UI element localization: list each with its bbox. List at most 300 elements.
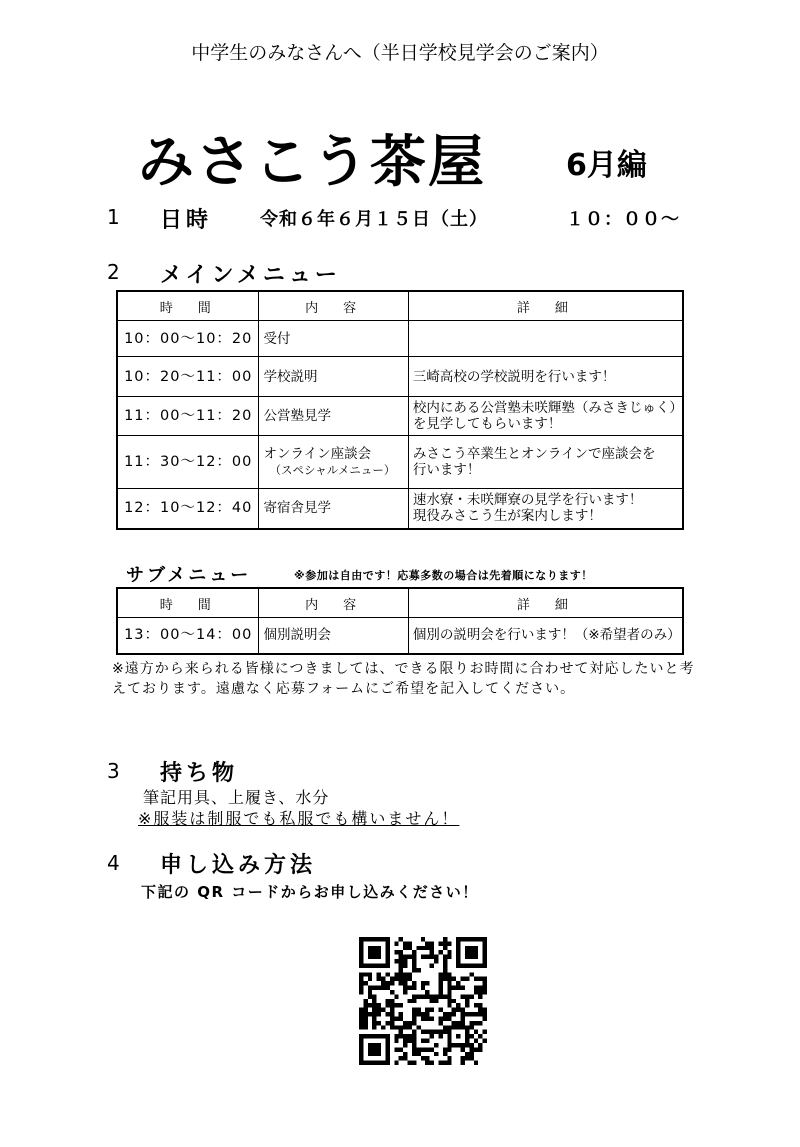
qr-module: [483, 941, 487, 945]
qr-module: [399, 1003, 403, 1007]
qr-module: [447, 1061, 451, 1065]
qr-module: [434, 959, 438, 963]
qr-module: [461, 1008, 465, 1012]
qr-module: [443, 1061, 447, 1065]
qr-module: [363, 1012, 367, 1016]
qr-module: [403, 1043, 407, 1047]
qr-module: [381, 1008, 385, 1012]
qr-module: [416, 1008, 420, 1012]
qr-module: [359, 1052, 363, 1056]
qr-module: [465, 946, 469, 950]
qr-module: [425, 1047, 429, 1051]
qr-module: [421, 1047, 425, 1051]
qr-module: [456, 959, 460, 963]
qr-module: [394, 1025, 398, 1029]
qr-module: [416, 1052, 420, 1056]
qr-module: [359, 1012, 363, 1016]
qr-module: [372, 963, 376, 967]
qr-module: [438, 1030, 442, 1034]
qr-module: [447, 977, 451, 981]
qr-module: [368, 946, 372, 950]
cell-detail: [408, 436, 683, 489]
qr-module: [377, 1008, 381, 1012]
qr-module: [390, 1012, 394, 1016]
qr-module: [438, 977, 442, 981]
qr-module: [377, 972, 381, 976]
qr-module: [377, 977, 381, 981]
qr-module: [438, 1016, 442, 1020]
qr-module: [461, 986, 465, 990]
qr-module: [368, 972, 372, 976]
qr-module: [372, 1016, 376, 1020]
qr-module: [469, 1025, 473, 1029]
qr-module: [483, 959, 487, 963]
qr-module: [469, 937, 473, 941]
cell-content: [259, 489, 408, 529]
column-header-time: 時 間: [117, 588, 259, 618]
qr-module: [359, 955, 363, 959]
qr-module: [456, 963, 460, 967]
qr-module: [372, 1052, 376, 1056]
qr-module: [412, 999, 416, 1003]
qr-module: [412, 1052, 416, 1056]
table-row: [117, 618, 683, 654]
qr-module: [474, 963, 478, 967]
qr-module: [403, 959, 407, 963]
qr-module: [483, 1039, 487, 1043]
qr-module: [359, 981, 363, 985]
qr-module: [408, 986, 412, 990]
qr-module: [381, 1061, 385, 1065]
qr-module: [447, 1034, 451, 1038]
qr-module: [469, 955, 473, 959]
event-time: １０：００～: [566, 209, 680, 230]
qr-module: [372, 937, 376, 941]
section-3-heading: 持ち物: [160, 761, 239, 786]
qr-module: [399, 1034, 403, 1038]
qr-module: [447, 1056, 451, 1060]
edition-label: 6月編: [566, 148, 647, 183]
qr-module: [372, 999, 376, 1003]
qr-module: [421, 994, 425, 998]
qr-module: [381, 937, 385, 941]
qr-module: [474, 1039, 478, 1043]
qr-module: [359, 1061, 363, 1065]
qr-module: [447, 999, 451, 1003]
column-header-time: 時 間: [117, 291, 259, 321]
qr-module: [416, 1012, 420, 1016]
section-2-heading: メインメニュー: [160, 263, 341, 288]
qr-module: [438, 972, 442, 976]
section-3-number: 3: [107, 759, 120, 783]
qr-module: [430, 1061, 434, 1065]
qr-module: [447, 1025, 451, 1029]
qr-module: [469, 972, 473, 976]
qr-module: [447, 955, 451, 959]
qr-module: [403, 963, 407, 967]
qr-module: [359, 990, 363, 994]
qr-module: [399, 937, 403, 941]
qr-module: [474, 977, 478, 981]
qr-module: [399, 1016, 403, 1020]
qr-module: [434, 1052, 438, 1056]
qr-module: [408, 999, 412, 1003]
qr-module: [412, 955, 416, 959]
cell-detail: [408, 357, 683, 397]
qr-module: [363, 963, 367, 967]
cell-content: [259, 357, 408, 397]
qr-module: [385, 999, 389, 1003]
qr-module: [363, 1003, 367, 1007]
qr-module: [438, 981, 442, 985]
qr-module: [456, 1025, 460, 1029]
qr-module: [443, 977, 447, 981]
qr-module: [377, 1003, 381, 1007]
qr-module: [483, 977, 487, 981]
page-subtitle: 中学生のみなさんへ（半日学校見学会のご案内）: [191, 42, 609, 64]
qr-module: [359, 1016, 363, 1020]
qr-module: [478, 1034, 482, 1038]
qr-module: [368, 937, 372, 941]
qr-module: [465, 999, 469, 1003]
qr-module: [430, 1008, 434, 1012]
qr-module: [447, 1039, 451, 1043]
qr-module: [399, 1025, 403, 1029]
content-text: 寄宿舎見学: [263, 500, 331, 517]
qr-code-icon[interactable]: [359, 937, 487, 1065]
qr-module: [447, 1043, 451, 1047]
section-4-heading: 申し込み方法: [160, 853, 317, 878]
table-row: [117, 489, 683, 529]
qr-module: [421, 946, 425, 950]
qr-module: [403, 1025, 407, 1029]
cell-time: 13：00～14：00: [117, 618, 259, 654]
qr-module: [421, 1016, 425, 1020]
qr-module: [372, 1008, 376, 1012]
qr-module: [443, 972, 447, 976]
qr-module: [403, 941, 407, 945]
qr-module: [412, 986, 416, 990]
qr-module: [421, 937, 425, 941]
qr-module: [359, 1034, 363, 1038]
qr-module: [399, 963, 403, 967]
qr-module: [421, 955, 425, 959]
qr-module: [465, 1003, 469, 1007]
qr-module: [465, 1052, 469, 1056]
section-2-number: 2: [107, 260, 120, 284]
qr-module: [478, 1008, 482, 1012]
qr-module: [447, 1016, 451, 1020]
qr-module: [483, 986, 487, 990]
main-menu-table: [116, 290, 684, 530]
qr-module: [372, 955, 376, 959]
qr-module: [456, 1043, 460, 1047]
event-date: 令和６年６月１５日（土）: [260, 209, 488, 230]
qr-module: [474, 1061, 478, 1065]
sub-menu-note: ※参加は自由です！応募多数の場合は先着順になります！: [294, 569, 593, 582]
qr-module: [412, 1021, 416, 1025]
qr-module: [456, 1003, 460, 1007]
qr-module: [421, 1030, 425, 1034]
qr-module: [465, 937, 469, 941]
qr-module: [359, 1025, 363, 1029]
qr-module: [368, 950, 372, 954]
qr-module: [443, 959, 447, 963]
qr-module: [443, 1025, 447, 1029]
qr-module: [368, 977, 372, 981]
qr-module: [394, 941, 398, 945]
qr-module: [412, 1016, 416, 1020]
detail-text: 三崎高校の学校説明を行います！: [412, 368, 616, 385]
qr-module: [425, 1016, 429, 1020]
qr-module: [430, 946, 434, 950]
qr-module: [465, 955, 469, 959]
qr-module: [456, 950, 460, 954]
detail-text-line-2: 現役みさこう生が案内します！: [412, 508, 602, 525]
qr-module: [465, 1012, 469, 1016]
cell-content: [259, 397, 408, 436]
qr-module: [377, 986, 381, 990]
qr-module: [381, 963, 385, 967]
qr-module: [434, 955, 438, 959]
qr-module: [368, 990, 372, 994]
qr-module: [390, 1025, 394, 1029]
qr-module: [385, 1039, 389, 1043]
qr-module: [368, 994, 372, 998]
qr-module: [359, 1043, 363, 1047]
column-header-detail: 詳 細: [408, 588, 683, 618]
qr-module: [483, 990, 487, 994]
qr-module: [372, 946, 376, 950]
qr-module: [461, 1056, 465, 1060]
qr-module: [416, 994, 420, 998]
qr-module: [363, 1008, 367, 1012]
qr-module: [408, 1039, 412, 1043]
qr-module: [363, 1021, 367, 1025]
section-1-heading: 日時: [160, 208, 213, 233]
qr-module: [447, 950, 451, 954]
qr-module: [474, 1012, 478, 1016]
content-subtext: （スペシャルメニュー）: [269, 463, 396, 477]
cell-time: 11：30～12：00: [117, 436, 259, 489]
qr-module: [461, 1016, 465, 1020]
qr-module: [430, 941, 434, 945]
qr-module: [456, 937, 460, 941]
qr-module: [425, 941, 429, 945]
qr-module: [438, 941, 442, 945]
qr-module: [465, 977, 469, 981]
qr-module: [363, 999, 367, 1003]
qr-module: [359, 937, 363, 941]
qr-module: [469, 1052, 473, 1056]
qr-module: [425, 1030, 429, 1034]
qr-module: [394, 972, 398, 976]
qr-module: [438, 1021, 442, 1025]
belongings-list: 筆記用具、上履き、水分: [143, 788, 330, 807]
qr-module: [390, 1003, 394, 1007]
qr-module: [412, 1030, 416, 1034]
section-1-number: 1: [107, 205, 120, 229]
qr-module: [416, 1047, 420, 1051]
qr-module: [465, 963, 469, 967]
qr-module: [385, 1047, 389, 1051]
qr-module: [403, 981, 407, 985]
qr-module: [412, 1039, 416, 1043]
qr-module: [456, 955, 460, 959]
qr-module: [412, 1043, 416, 1047]
qr-module: [385, 1003, 389, 1007]
table-row: [117, 357, 683, 397]
qr-module: [469, 1056, 473, 1060]
column-header-detail: 詳 細: [408, 291, 683, 321]
qr-module: [438, 994, 442, 998]
qr-module: [385, 1043, 389, 1047]
qr-module: [399, 1030, 403, 1034]
qr-module: [359, 1039, 363, 1043]
remark-text: ※遠方から来られる皆様につきましては、できる限りお時間に合わせて対応したいと考えております。遠慮なく応募フォームにご希望を記入してください。: [112, 661, 695, 697]
qr-module: [399, 955, 403, 959]
qr-module: [372, 1061, 376, 1065]
qr-module: [421, 981, 425, 985]
qr-module: [363, 1034, 367, 1038]
qr-module: [425, 990, 429, 994]
qr-module: [461, 963, 465, 967]
qr-module: [461, 937, 465, 941]
qr-module: [469, 963, 473, 967]
qr-module: [359, 941, 363, 945]
qr-module: [390, 1016, 394, 1020]
qr-module: [399, 959, 403, 963]
qr-module: [368, 1052, 372, 1056]
qr-module: [425, 955, 429, 959]
qr-module: [363, 1025, 367, 1029]
qr-module: [381, 977, 385, 981]
qr-module: [456, 1034, 460, 1038]
qr-module: [438, 950, 442, 954]
qr-module: [394, 977, 398, 981]
qr-module: [377, 1012, 381, 1016]
qr-module: [483, 1008, 487, 1012]
qr-module: [412, 1012, 416, 1016]
qr-module: [359, 959, 363, 963]
content-text: 受付: [263, 330, 291, 347]
qr-module: [399, 950, 403, 954]
cell-time: 11：00～11：20: [117, 397, 259, 436]
qr-module: [469, 1047, 473, 1051]
qr-module: [443, 955, 447, 959]
qr-module: [438, 1008, 442, 1012]
qr-module: [434, 999, 438, 1003]
qr-module: [385, 1021, 389, 1025]
qr-module: [394, 1039, 398, 1043]
qr-module: [447, 990, 451, 994]
content-text: オンライン座談会: [263, 446, 372, 462]
qr-module: [456, 946, 460, 950]
qr-module: [412, 963, 416, 967]
column-header-content: 内 容: [259, 291, 408, 321]
qr-module: [452, 986, 456, 990]
qr-module: [452, 1021, 456, 1025]
qr-module: [399, 1056, 403, 1060]
qr-module: [483, 937, 487, 941]
sub-menu-table: [116, 587, 684, 655]
qr-module: [430, 1034, 434, 1038]
qr-module: [478, 1043, 482, 1047]
content-text: 個別説明会: [263, 627, 331, 644]
cell-content: [259, 321, 408, 357]
qr-module: [478, 1012, 482, 1016]
qr-module: [368, 963, 372, 967]
qr-module: [390, 999, 394, 1003]
qr-module: [434, 1030, 438, 1034]
qr-module: [425, 981, 429, 985]
qr-module: [425, 1039, 429, 1043]
qr-module: [461, 1047, 465, 1051]
apply-instruction: 下記の QR コードからお申し込みください！: [141, 883, 479, 901]
qr-module: [469, 1021, 473, 1025]
qr-module: [478, 937, 482, 941]
qr-module: [403, 972, 407, 976]
qr-module: [483, 950, 487, 954]
qr-module: [443, 1016, 447, 1020]
qr-module: [403, 1021, 407, 1025]
qr-module: [452, 999, 456, 1003]
qr-module: [465, 1039, 469, 1043]
qr-module: [377, 1021, 381, 1025]
qr-module: [438, 1061, 442, 1065]
qr-module: [412, 1034, 416, 1038]
qr-module: [483, 946, 487, 950]
qr-module: [368, 955, 372, 959]
qr-module: [403, 1034, 407, 1038]
cell-time: 12：10～12：40: [117, 489, 259, 529]
qr-module: [372, 950, 376, 954]
qr-module: [461, 994, 465, 998]
qr-module: [452, 1012, 456, 1016]
qr-module: [363, 1061, 367, 1065]
qr-module: [385, 946, 389, 950]
qr-module: [452, 1008, 456, 1012]
section-4-number: 4: [107, 851, 120, 875]
qr-module: [408, 1061, 412, 1065]
qr-module: [394, 1003, 398, 1007]
qr-module: [385, 972, 389, 976]
qr-module: [377, 946, 381, 950]
qr-module: [474, 1047, 478, 1051]
qr-module: [385, 937, 389, 941]
qr-module: [430, 950, 434, 954]
qr-module: [381, 1025, 385, 1029]
qr-module: [461, 1025, 465, 1029]
qr-module: [372, 986, 376, 990]
qr-module: [456, 1008, 460, 1012]
qr-module: [478, 994, 482, 998]
qr-module: [469, 946, 473, 950]
qr-module: [425, 1061, 429, 1065]
qr-module: [408, 977, 412, 981]
qr-module: [363, 937, 367, 941]
qr-module: [408, 1021, 412, 1025]
qr-module: [385, 950, 389, 954]
qr-module: [474, 950, 478, 954]
qr-module: [412, 1061, 416, 1065]
qr-module: [372, 1043, 376, 1047]
qr-module: [359, 946, 363, 950]
qr-module: [399, 1012, 403, 1016]
qr-module: [474, 1021, 478, 1025]
qr-module: [447, 994, 451, 998]
content-text: 学校説明: [263, 368, 318, 385]
